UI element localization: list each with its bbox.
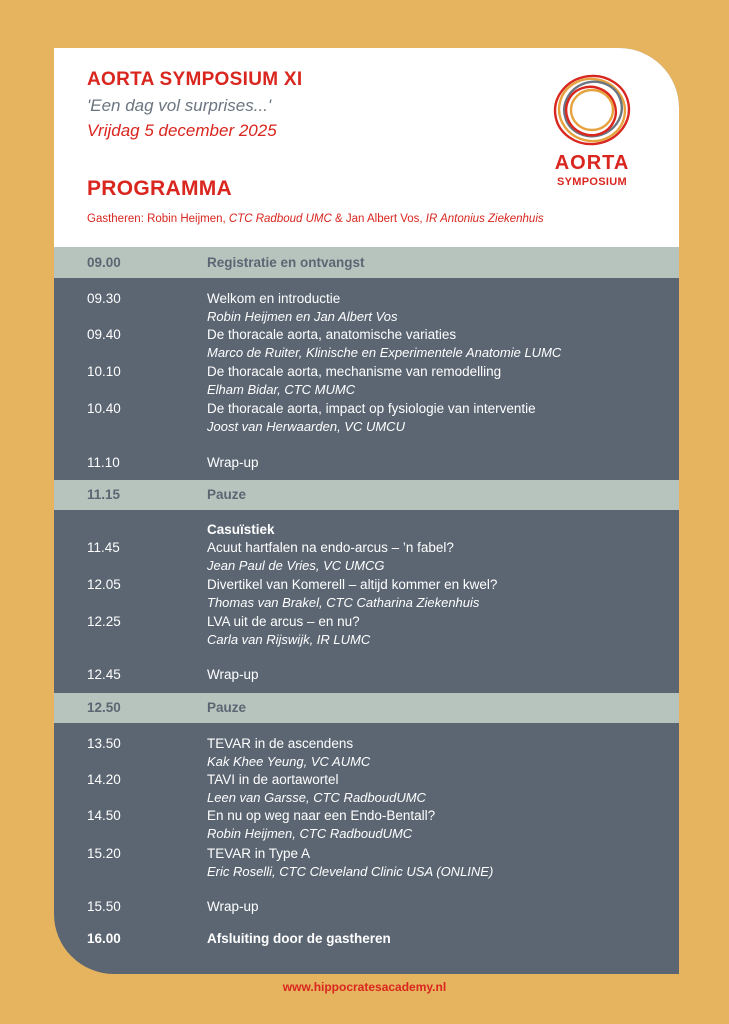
program-heading: PROGRAMMA bbox=[87, 177, 233, 200]
event-tagline: 'Een dag vol surprises...' bbox=[87, 96, 272, 115]
item-time: 10.10 bbox=[87, 364, 121, 379]
program-card bbox=[54, 48, 679, 974]
item-title: TEVAR in Type A bbox=[207, 846, 311, 861]
aorta-symposium-logo bbox=[542, 70, 642, 194]
band-time: 12.50 bbox=[87, 700, 121, 715]
item-speaker: Eric Roselli, CTC Cleveland Clinic USA (ONLINE) bbox=[207, 864, 494, 879]
item-speaker: Carla van Rijswijk, IR LUMC bbox=[207, 632, 371, 647]
item-speaker: Jean Paul de Vries, VC UMCG bbox=[207, 558, 385, 573]
band-time: 09.00 bbox=[87, 255, 121, 270]
host1-org: CTC Radboud UMC bbox=[228, 213, 332, 225]
item-title: Wrap-up bbox=[207, 667, 259, 682]
item-time: 12.05 bbox=[87, 577, 121, 592]
item-title: LVA uit de arcus – en nu? bbox=[207, 614, 360, 629]
item-speaker: Robin Heijmen en Jan Albert Vos bbox=[207, 309, 398, 324]
schedule-band-break bbox=[54, 480, 679, 510]
band-time: 11.15 bbox=[87, 487, 121, 502]
item-title: Wrap-up bbox=[207, 899, 259, 914]
program-header bbox=[54, 48, 679, 247]
item-title: TEVAR in de ascendens bbox=[207, 736, 354, 751]
item-time: 09.30 bbox=[87, 291, 121, 306]
item-time: 12.25 bbox=[87, 614, 121, 629]
item-speaker: Leen van Garsse, CTC RadboudUMC bbox=[207, 790, 426, 805]
item-time: 14.20 bbox=[87, 772, 121, 787]
website-link[interactable]: www.hippocratesacademy.nl bbox=[282, 980, 447, 994]
item-time: 10.40 bbox=[87, 401, 121, 416]
item-title: TAVI in de aortawortel bbox=[207, 772, 339, 787]
event-title: AORTA SYMPOSIUM XI bbox=[87, 69, 303, 90]
item-time: 16.00 bbox=[87, 931, 121, 946]
band-label: Pauze bbox=[207, 700, 247, 715]
logo-text-symposium: SYMPOSIUM bbox=[557, 176, 627, 188]
host2-org: IR Antonius Ziekenhuis bbox=[425, 213, 544, 225]
item-title: Afsluiting door de gastheren bbox=[207, 931, 391, 946]
section-title: Casuïstiek bbox=[207, 522, 275, 537]
item-title: De thoracale aorta, mechanisme van remodelling bbox=[207, 364, 502, 379]
band-label: Registratie en ontvangst bbox=[207, 255, 365, 270]
item-time: 15.50 bbox=[87, 899, 121, 914]
item-title: Welkom en introductie bbox=[207, 291, 341, 306]
event-date: Vrijdag 5 december 2025 bbox=[87, 121, 277, 140]
item-speaker: Robin Heijmen, CTC RadboudUMC bbox=[207, 826, 413, 841]
logo-rings-icon bbox=[548, 70, 636, 150]
item-time: 11.10 bbox=[87, 455, 120, 470]
item-title: Divertikel van Komerell – altijd kommer en kwel? bbox=[207, 577, 498, 592]
hosts-prefix: Gastheren: Robin Heijmen, bbox=[87, 213, 229, 225]
item-time: 13.50 bbox=[87, 736, 121, 751]
item-speaker: Marco de Ruiter, Klinische en Experimentele Anatomie LUMC bbox=[207, 345, 562, 360]
hosts-middle: & Jan Albert Vos, bbox=[331, 213, 426, 225]
item-title: Wrap-up bbox=[207, 455, 259, 470]
item-time: 11.45 bbox=[87, 540, 120, 555]
item-title: De thoracale aorta, impact op fysiologie van interventie bbox=[207, 401, 536, 416]
item-speaker: Kak Khee Yeung, VC AUMC bbox=[207, 754, 371, 769]
item-speaker: Elham Bidar, CTC MUMC bbox=[207, 382, 356, 397]
item-time: 14.50 bbox=[87, 808, 121, 823]
schedule-band-break bbox=[54, 693, 679, 723]
band-label: Pauze bbox=[207, 487, 247, 502]
item-title: De thoracale aorta, anatomische variaties bbox=[207, 327, 457, 342]
schedule-band-registration bbox=[54, 247, 679, 278]
hosts-line bbox=[87, 213, 544, 225]
item-speaker: Joost van Herwaarden, VC UMCU bbox=[207, 419, 405, 434]
item-time: 12.45 bbox=[87, 667, 121, 682]
item-title: Acuut hartfalen na endo-arcus – ’n fabel? bbox=[207, 540, 454, 555]
item-title: En nu op weg naar een Endo-Bentall? bbox=[207, 808, 436, 823]
item-time: 15.20 bbox=[87, 846, 121, 861]
item-speaker: Thomas van Brakel, CTC Catharina Ziekenhuis bbox=[207, 595, 480, 610]
item-time: 09.40 bbox=[87, 327, 121, 342]
logo-text-aorta: AORTA bbox=[554, 152, 630, 174]
